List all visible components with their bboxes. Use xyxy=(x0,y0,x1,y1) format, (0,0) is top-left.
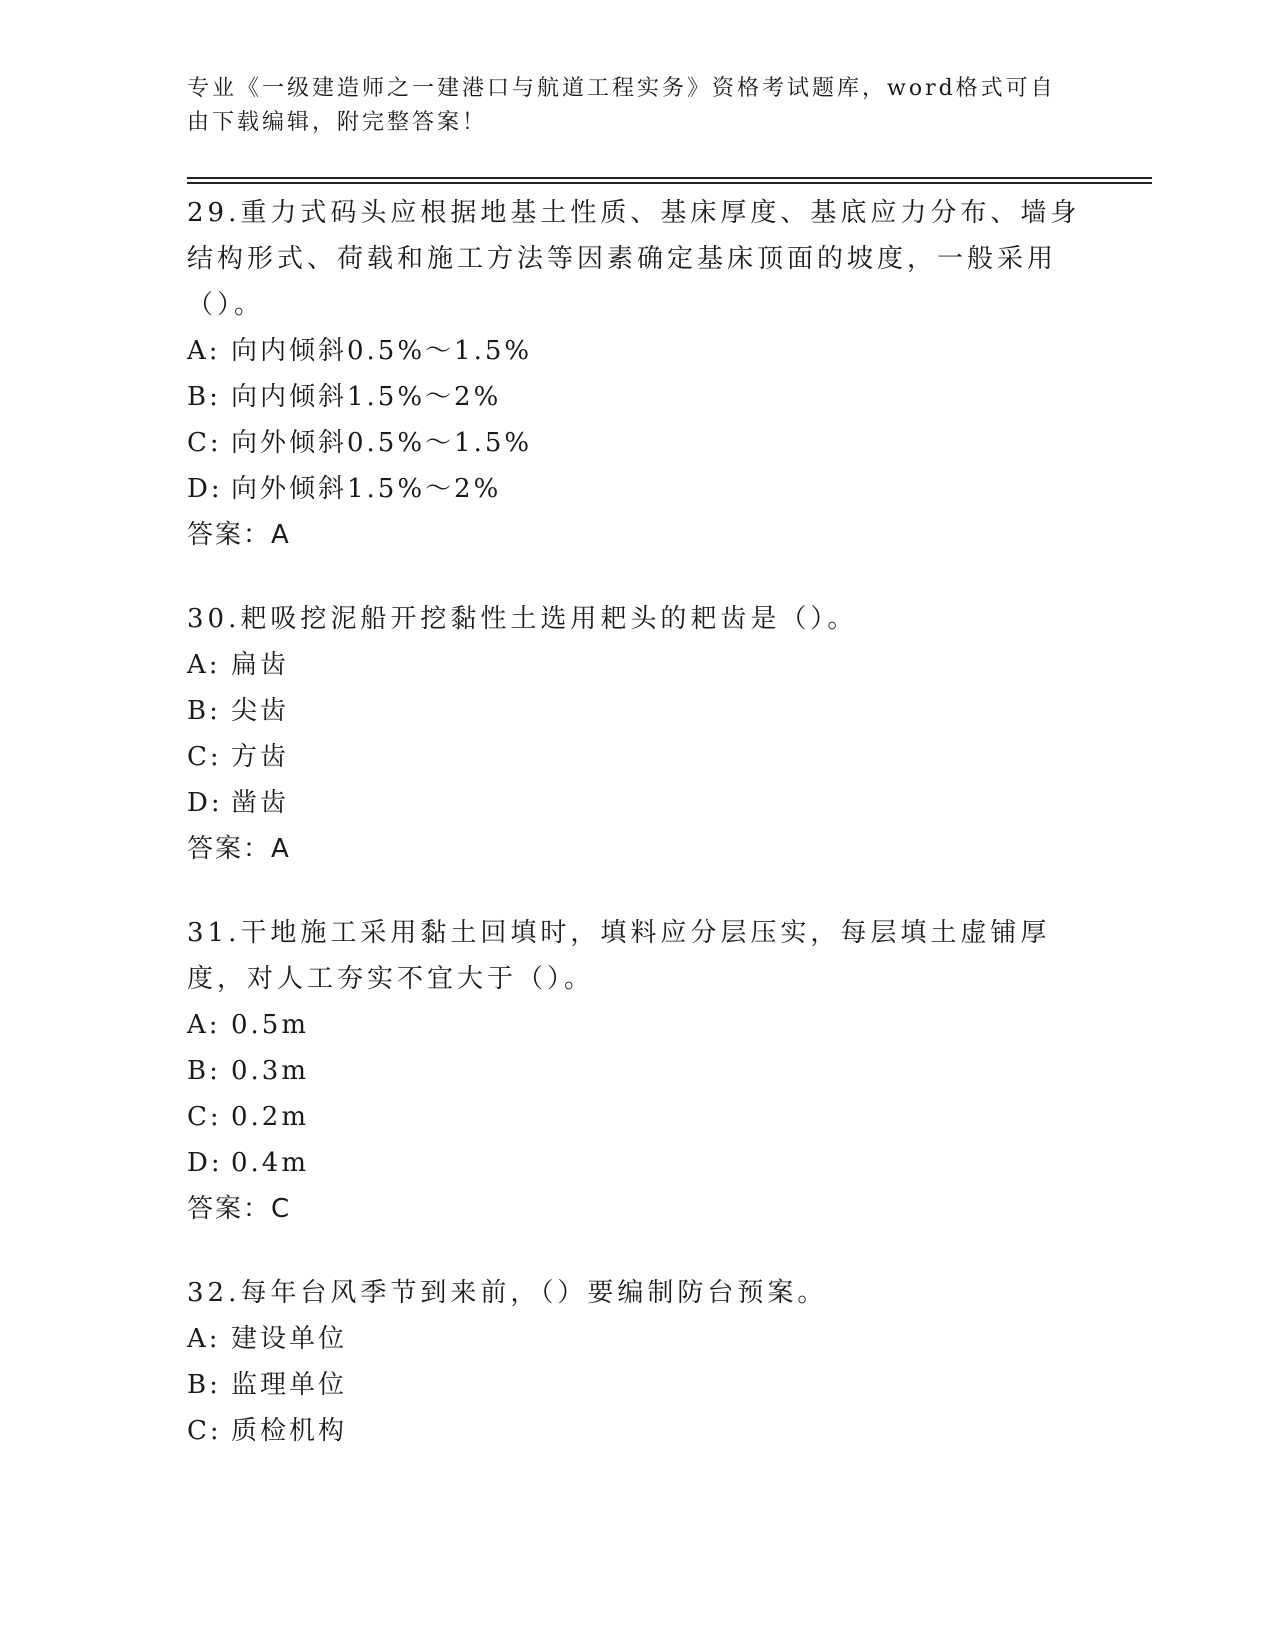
option-c xyxy=(187,420,1087,466)
option-label: A: xyxy=(187,650,221,680)
option-label: A: xyxy=(187,1010,221,1040)
answer: 答案：A xyxy=(187,520,291,550)
option-label: C: xyxy=(187,428,222,458)
header-rule-bottom xyxy=(187,182,1152,184)
option-text: 尖齿 xyxy=(231,696,290,726)
option-text: 向外倾斜1.5%～2% xyxy=(231,474,502,504)
question-stem: 29.重力式码头应根据地基土性质、基床厚度、基底应力分布、墙身结构形式、荷载和施工方法等因素确定基床顶面的坡度，一般采用（）。 xyxy=(187,198,1081,320)
option-label: B: xyxy=(187,382,221,412)
option-c xyxy=(187,734,1087,780)
option-label: C: xyxy=(187,742,222,772)
option-label: C: xyxy=(187,1102,222,1132)
option-d xyxy=(187,780,1087,826)
question-list xyxy=(187,190,1087,1492)
option-c xyxy=(187,1094,1087,1140)
option-text: 0.5m xyxy=(231,1010,310,1040)
option-text: 质检机构 xyxy=(231,1416,348,1446)
question-stem: 32.每年台风季节到来前，（）要编制防台预案。 xyxy=(187,1278,828,1308)
option-text: 向外倾斜0.5%～1.5% xyxy=(231,428,533,458)
option-a xyxy=(187,1002,1087,1048)
option-text: 方齿 xyxy=(231,742,290,772)
option-d xyxy=(187,1140,1087,1186)
answer: 答案：A xyxy=(187,834,291,864)
question-31 xyxy=(187,910,1087,1232)
option-label: C: xyxy=(187,1416,222,1446)
option-a xyxy=(187,1316,1087,1362)
question-stem: 30.耙吸挖泥船开挖黏性土选用耙头的耙齿是（）。 xyxy=(187,604,858,634)
option-label: A: xyxy=(187,1324,221,1354)
option-text: 向内倾斜0.5%～1.5% xyxy=(231,336,533,366)
answer: 答案：C xyxy=(187,1194,292,1224)
option-b xyxy=(187,1362,1087,1408)
option-label: B: xyxy=(187,1370,221,1400)
option-label: D: xyxy=(187,474,223,504)
option-text: 凿齿 xyxy=(231,788,290,818)
option-label: B: xyxy=(187,696,221,726)
option-text: 0.2m xyxy=(231,1102,310,1132)
option-text: 0.4m xyxy=(231,1148,310,1178)
option-b xyxy=(187,688,1087,734)
question-stem: 31.干地施工采用黏土回填时，填料应分层压实，每层填土虚铺厚度，对人工夯实不宜大于（）。 xyxy=(187,918,1051,994)
option-b xyxy=(187,374,1087,420)
option-a xyxy=(187,642,1087,688)
option-text: 0.3m xyxy=(231,1056,310,1086)
option-c xyxy=(187,1408,1087,1454)
question-29 xyxy=(187,190,1087,558)
option-a xyxy=(187,328,1087,374)
header-rule-top xyxy=(187,177,1152,179)
option-text: 向内倾斜1.5%～2% xyxy=(231,382,502,412)
option-text: 建设单位 xyxy=(231,1324,348,1354)
option-label: A: xyxy=(187,336,221,366)
option-label: B: xyxy=(187,1056,221,1086)
option-b xyxy=(187,1048,1087,1094)
option-text: 扁齿 xyxy=(231,650,290,680)
option-label: D: xyxy=(187,1148,223,1178)
option-label: D: xyxy=(187,788,223,818)
document-header: 专业《一级建造师之一建港口与航道工程实务》资格考试题库，word格式可自由下载编辑，附完整答案！ xyxy=(187,76,1056,135)
question-32 xyxy=(187,1270,1087,1454)
option-d xyxy=(187,466,1087,512)
option-text: 监理单位 xyxy=(231,1370,348,1400)
question-30 xyxy=(187,596,1087,872)
